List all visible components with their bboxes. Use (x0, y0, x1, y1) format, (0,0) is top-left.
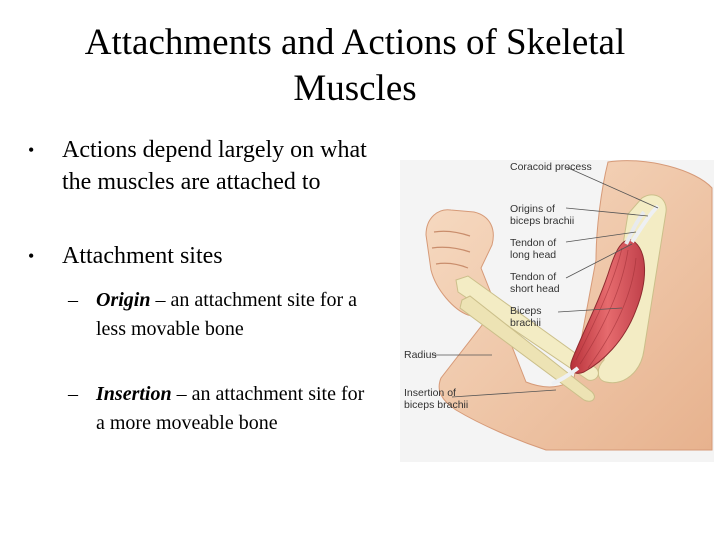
sub-bullet-origin (28, 286, 378, 344)
sub-bullet-insertion (28, 380, 378, 438)
sub-bullet-dash: – (68, 289, 78, 311)
label-biceps-line1: Biceps (510, 305, 542, 317)
label-insertion-line2: biceps brachii (404, 399, 469, 411)
bullet-item (28, 240, 378, 272)
bullet-dot: • (28, 246, 35, 266)
origin-term: Origin (96, 289, 151, 311)
sub-bullet-dash: – (68, 383, 78, 405)
label-coracoid-process: Coracoid process (510, 161, 592, 173)
label-tendon-short-line2: short head (510, 283, 560, 295)
slide-title: Attachments and Actions of Skeletal Muscles (84, 22, 626, 109)
label-radius: Radius (404, 349, 437, 361)
label-origins-line1: Origins of (510, 203, 555, 215)
bullet-list (28, 134, 378, 438)
label-origins-line2: biceps brachii (510, 215, 575, 227)
label-insertion-line1: Insertion of (404, 387, 456, 399)
arm-anatomy-figure (396, 150, 716, 465)
insertion-definition: – an attachment site for a more moveable bone (96, 383, 365, 434)
origin-definition: – an attachment site for a less movable bone (96, 289, 358, 340)
bullet-text: Actions depend largely on what the muscles are attached to (62, 137, 367, 195)
bullet-dot: • (28, 140, 35, 160)
label-biceps-line2: brachii (510, 317, 541, 329)
insertion-term: Insertion (96, 383, 172, 405)
label-tendon-long-line2: long head (510, 249, 557, 261)
bullet-item (28, 134, 378, 198)
bullet-text: Attachment sites (62, 243, 223, 269)
label-tendon-short-line1: Tendon of (510, 271, 557, 283)
label-tendon-long-line1: Tendon of (510, 237, 557, 249)
